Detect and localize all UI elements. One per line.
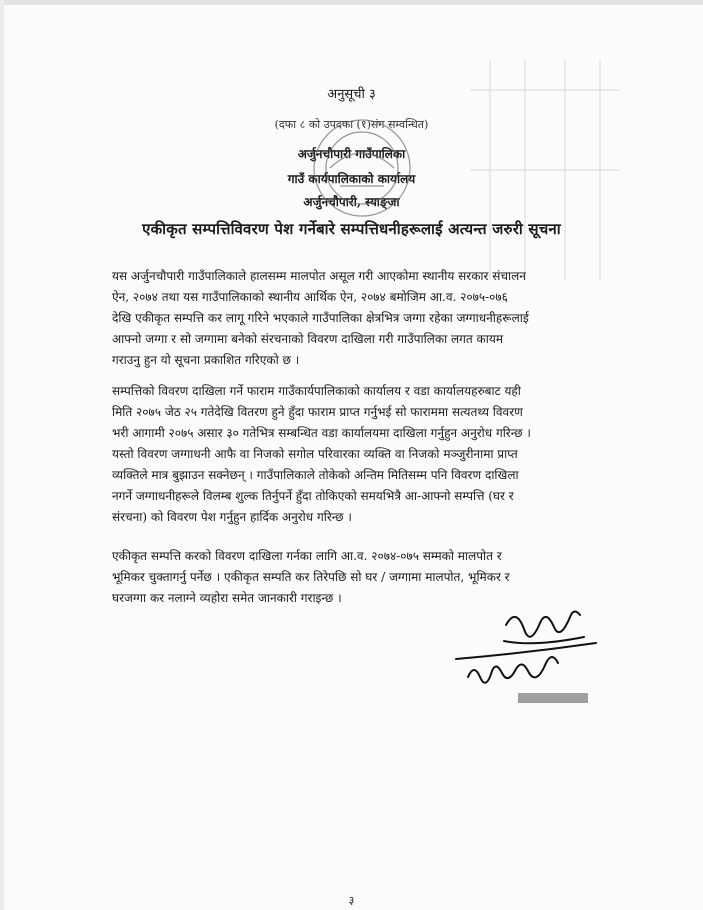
office-address-line: अर्जुनचौपारी, स्याङ्जा [303, 195, 400, 209]
text-line: यस अर्जुनचौपारी गाउँपालिकाले हालसम्म मालपोत असूल गरी आएकोमा स्थानीय सरकार संचालन [112, 269, 526, 283]
text-line: ऐन, २०७४ तथा यस गाउँपालिकाको स्थानीय आर्थिक ऐन, २०७४ बमोजिम आ.व. २०७५-०७६ [112, 290, 508, 304]
text-line: गराउनु हुन यो सूचना प्रकाशित गरिएको छ । [112, 353, 300, 367]
office-name-line: गाउँ कार्यपालिकाको कार्यालय [287, 172, 416, 186]
scan-edge-left [0, 0, 4, 910]
handwritten-signature [448, 595, 608, 715]
text-line: एकीकृत सम्पत्ति करको विवरण दाखिला गर्नका लागि आ.व. २०७४-०७५ सम्मको मालपोत र [112, 549, 502, 563]
section-reference: (दफा ८ को उपदफा (१)संग सम्वन्धित) [274, 118, 429, 131]
text-line: यस्तो विवरण जग्गाधनी आफै वा निजको सगोल परिवारका व्यक्ति वा निजको मञ्जुरीनामा प्राप्त [112, 447, 518, 461]
text-line: संरचना) को विवरण पेश गर्नुहुन हार्दिक अनुरोध गरिन्छ । [112, 510, 352, 524]
text-line: मिति २०७५ जेठ २५ गतेदेखि वितरण हुने हुँदा फाराम प्राप्त गर्नुभई सो फाराममा सत्यतथ्य विवरण [112, 405, 523, 419]
annex-title: अनुसूची ३ [327, 87, 376, 102]
paragraph-form-submission [112, 381, 626, 528]
text-line: भरी आगामी २०७५ असार ३० गतेभित्र सम्बन्धित वडा कार्यालयमा दाखिला गर्नुहुन अनुरोध गरिन्छ । [112, 426, 531, 440]
text-line: घरजग्गा कर नलाग्ने व्यहोरा समेत जानकारी गराइन्छ । [112, 591, 342, 605]
notice-headline: एकीकृत सम्पत्तिविवरण पेश गर्नेबारे सम्पत्तिधनीहरूलाई अत्यन्त जरुरी सूचना [142, 220, 561, 238]
text-line: देखि एकीकृत सम्पत्ति कर लागू गरिने भएकाले गाउँपालिका क्षेत्रभित्र जग्गा रहेका जग्गाधनीहरूलाई [112, 311, 529, 325]
office-name-line: अर्जुनचौपारी गाउँपालिका [297, 147, 406, 161]
text-line: नगर्ने जग्गाधनीहरूले विलम्ब शुल्क तिर्नुपर्ने हुँदा तोकिएको समयभित्रै आ-आफ्नो सम्पत्ति (घर र [112, 489, 514, 503]
text-line: सम्पत्तिको विवरण दाखिला गर्ने फाराम गाउँकार्यपालिकाको कार्यालय र वडा कार्यालयहरुबाट यही [112, 384, 521, 398]
scan-edge-top [0, 0, 703, 5]
text-line: आफ्नो जग्गा र सो जग्गामा बनेको संरचनाको विवरण दाखिला गरी गाउँपालिका लगत कायम [112, 332, 503, 346]
text-line: भूमिकर चुक्तागर्नु पर्नेछ । एकीकृत सम्पति कर तिरेपछि सो घर / जग्गामा मालपोत, भूमिकर र [112, 570, 510, 584]
page-number: ३ [348, 894, 355, 907]
paragraph-property-tax-intro [112, 266, 626, 371]
office-seal-stamp [280, 106, 440, 226]
text-line: व्यक्तिले मात्र बुझाउन सक्नेछन् । गाउँपालिकाले तोकेको अन्तिम मितिसम्म पनि विवरण दाखिला [112, 468, 519, 482]
